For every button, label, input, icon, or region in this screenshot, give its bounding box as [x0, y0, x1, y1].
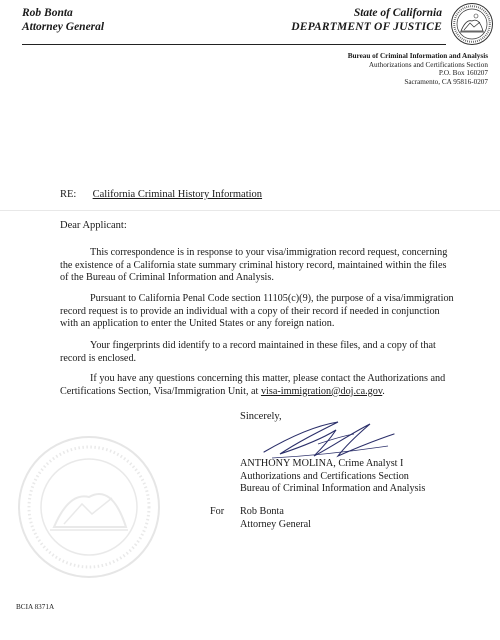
- department-name: DEPARTMENT OF JUSTICE: [291, 21, 442, 33]
- paragraph-3: Your fingerprints did identify to a record maintained in these files, and a copy of that record is enclosed.: [60, 340, 436, 364]
- paragraph-4: [60, 373, 455, 398]
- closing: Sincerely,: [240, 411, 282, 422]
- signatory-section: Authorizations and Certifications Section: [240, 470, 409, 482]
- letterhead-official: [22, 6, 104, 34]
- po-box: P.O. Box 160207: [438, 69, 488, 78]
- header-divider: [22, 44, 446, 45]
- state-name: State of California: [353, 7, 442, 19]
- state-seal-icon: [450, 2, 494, 46]
- re-label: RE:: [60, 189, 77, 200]
- seal-watermark-icon: [14, 432, 164, 582]
- letterhead-department: [291, 6, 442, 34]
- section-name: Authorizations and Certifications Section: [368, 60, 488, 69]
- bureau-name: Bureau of Criminal Information and Analysis: [347, 52, 488, 60]
- for-name: Rob Bonta: [240, 506, 284, 517]
- paragraph-2: Pursuant to California Penal Code section 11105(c)(9), the purpose of a visa/immigration record request is to provide an individual with a copy of their record if needed in conjunction with an application to enter the United States or any foreign nation.: [60, 293, 454, 330]
- subject-line: [60, 189, 262, 200]
- salutation: Dear Applicant:: [60, 220, 127, 231]
- re-subject: California Criminal History Information: [92, 189, 263, 200]
- office-address: [348, 52, 488, 86]
- signatory-name-title: ANTHONY MOLINA, Crime Analyst I: [240, 458, 404, 469]
- official-name: Rob Bonta: [22, 7, 73, 19]
- fold-line: [0, 210, 500, 211]
- official-title: Attorney General: [22, 21, 105, 33]
- paragraph-1: This correspondence is in response to your visa/immigration record request, concerning the existence of a California state summary criminal history record, maintained within the files of the Bureau of Criminal Information and Analysis.: [60, 247, 448, 284]
- signatory-bureau: Bureau of Criminal Information and Analysis: [240, 483, 426, 495]
- paragraph-4-end: .: [382, 385, 385, 397]
- for-block: [240, 506, 311, 531]
- form-id: BCIA 8371A: [16, 603, 55, 611]
- city-state-zip: Sacramento, CA 95816-0207: [404, 77, 488, 86]
- for-title: Attorney General: [240, 518, 311, 530]
- for-label: For: [210, 506, 225, 517]
- signatory-block: [240, 458, 425, 496]
- paragraph-4-text: If you have any questions concerning this matter, please contact the Authorizations and Certifications Section, Visa/Immigration Unit, at: [60, 373, 446, 397]
- contact-email-link[interactable]: visa-immigration@doj.ca.gov: [260, 385, 383, 397]
